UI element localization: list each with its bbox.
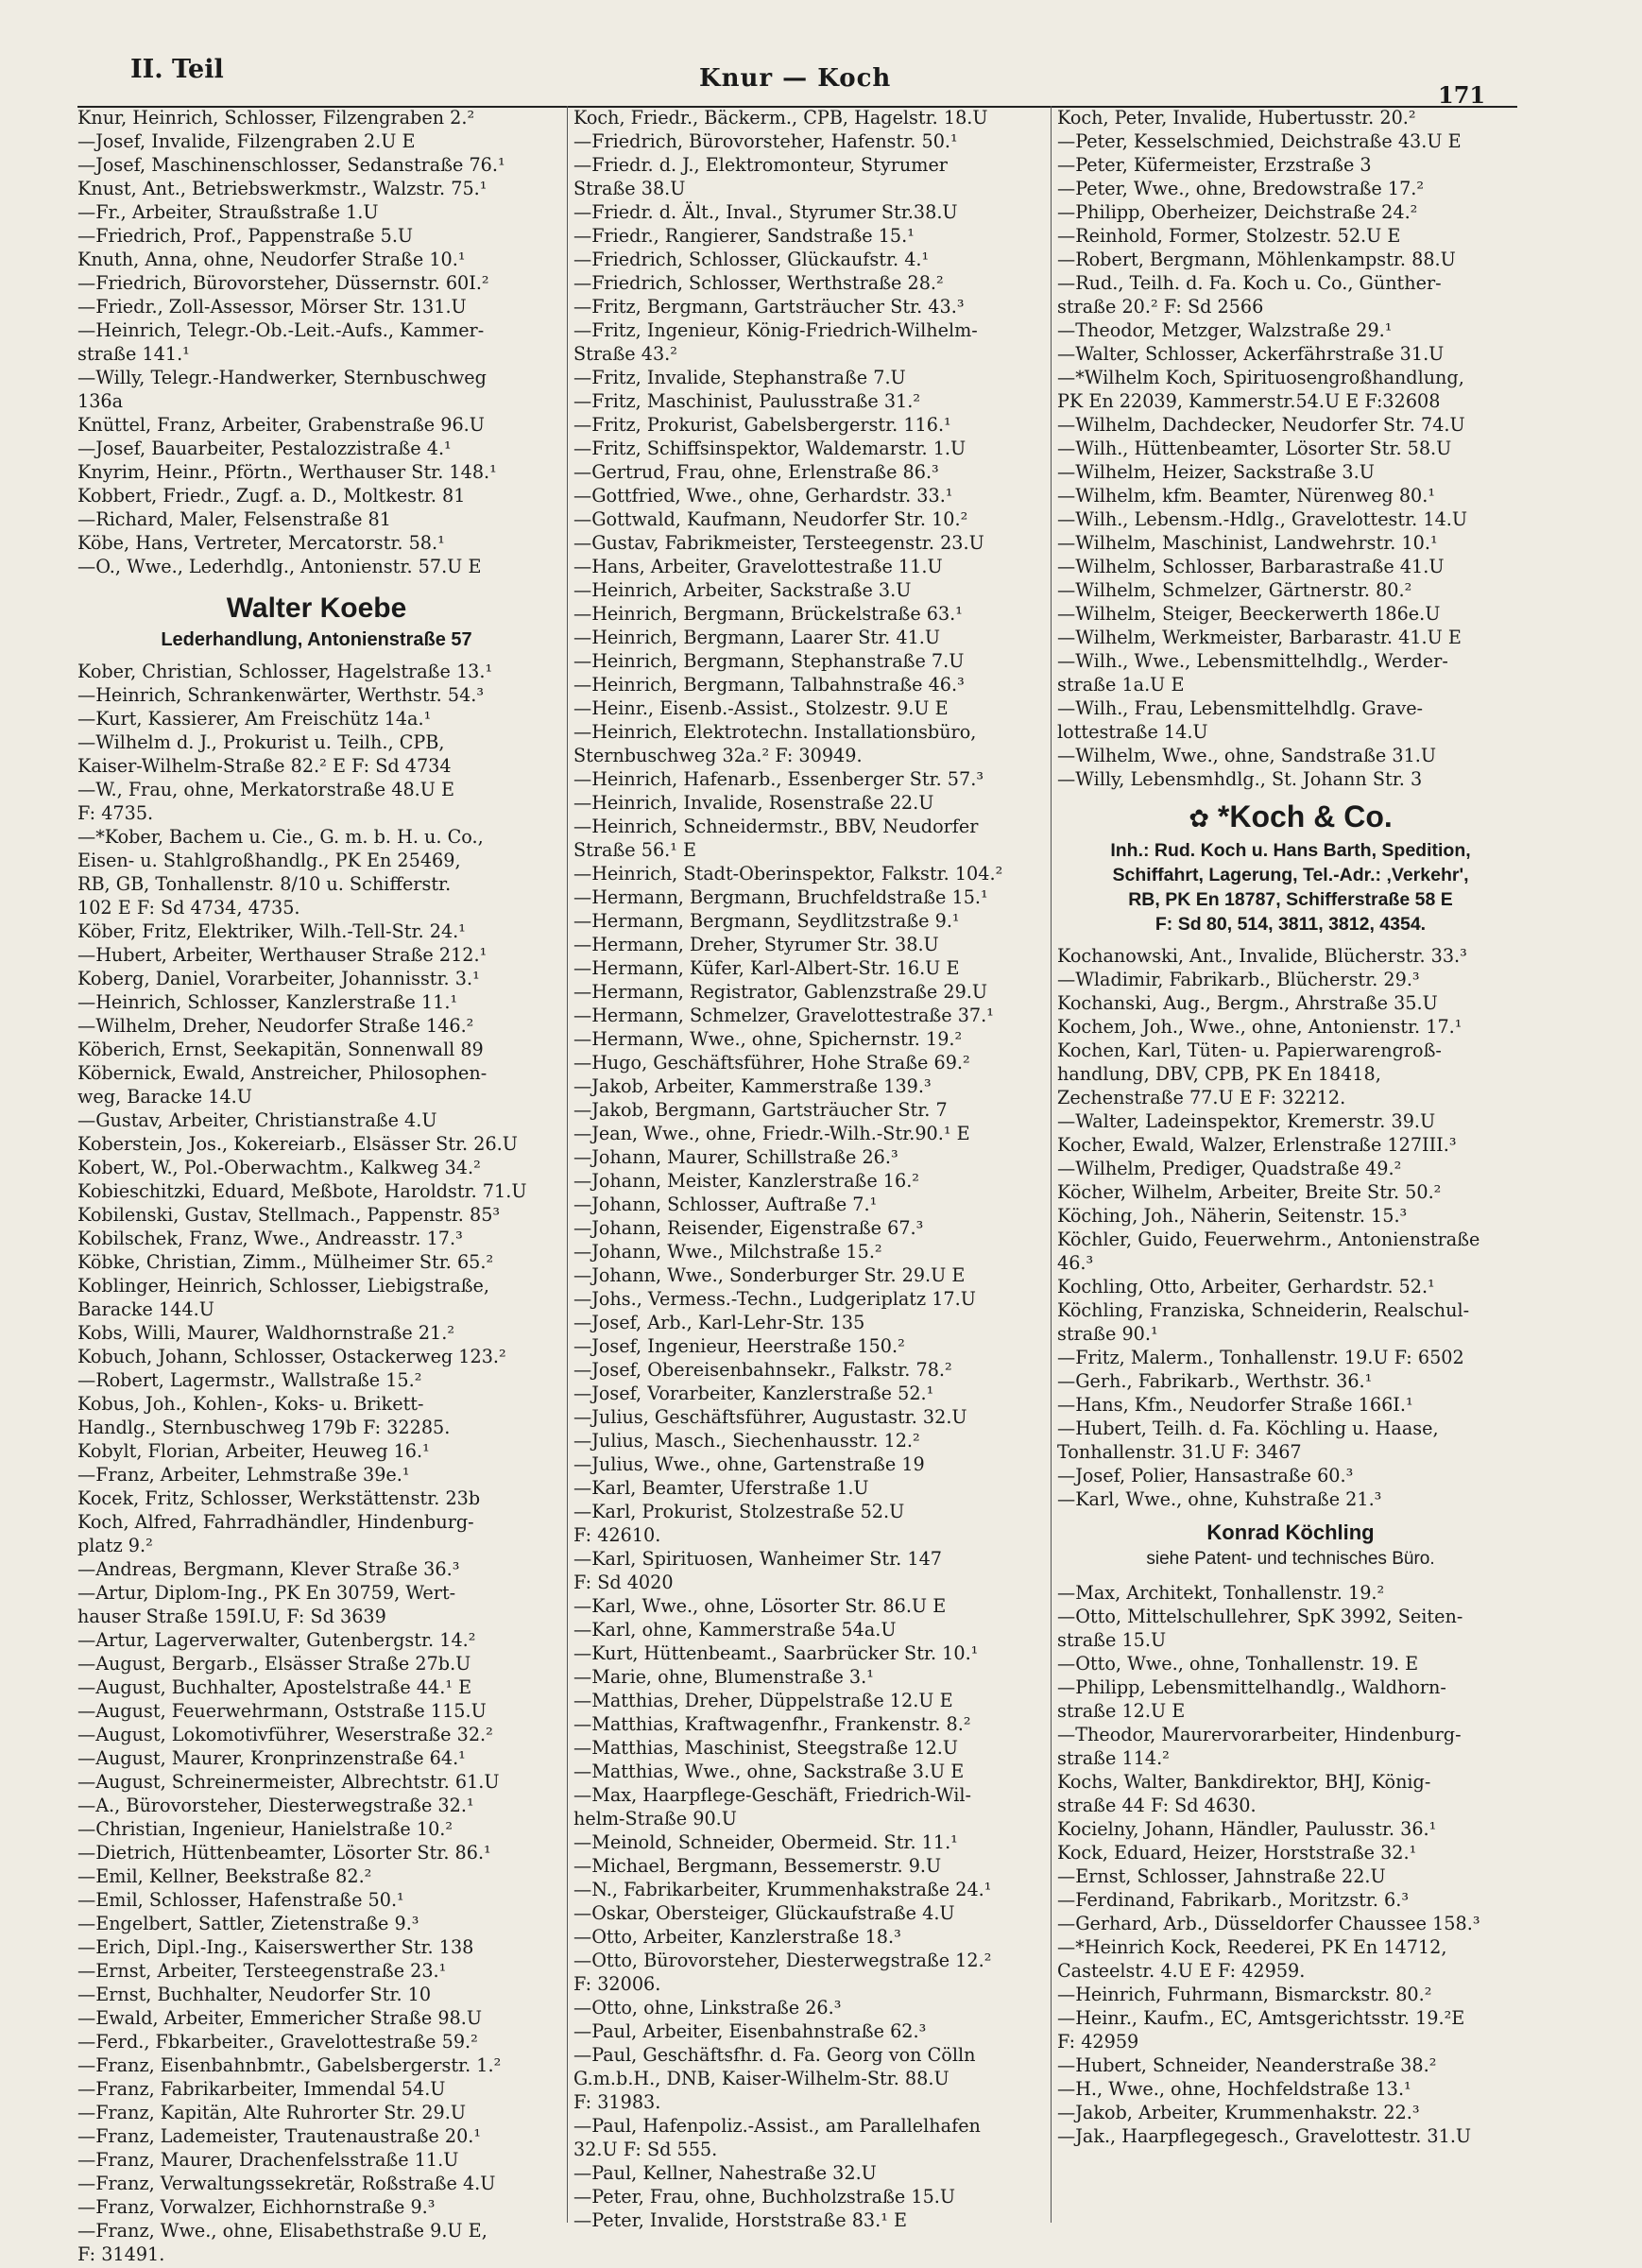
directory-entry-line: straße 90.¹	[1057, 1323, 1158, 1345]
directory-entry-line: handlung, DBV, CPB, PK En 18418,	[1057, 1063, 1381, 1085]
directory-entry-line: —Fritz, Malerm., Tonhallenstr. 19.U F: 6502	[1057, 1347, 1464, 1368]
directory-entry-line: —Karl, Prokurist, Stolzestraße 52.U	[573, 1501, 905, 1522]
advert-konrad-koechling	[1057, 1519, 1524, 1572]
directory-entry-line: —Johs., Vermess.-Techn., Ludgeriplatz 17.U	[573, 1288, 976, 1310]
directory-entry-line: —Ferdinand, Fabrikarb., Moritzstr. 6.³	[1057, 1889, 1410, 1911]
directory-entry-line: —Wilhelm, Schmelzer, Gärtnerstr. 80.²	[1057, 579, 1412, 601]
directory-entry-line: —Fritz, Ingenieur, König-Friedrich-Wilhelm-	[573, 319, 978, 341]
directory-entry-line: hauser Straße 159I.U, F: Sd 3639	[77, 1606, 386, 1627]
directory-entry-line: —Heinrich, Bergmann, Brückelstraße 63.¹	[573, 603, 963, 625]
directory-entry-line: —Wilhelm, kfm. Beamter, Nürenweg 80.¹	[1057, 485, 1436, 507]
advert-line: RB, PK En 18787, Schifferstraße 58 E	[1128, 889, 1453, 910]
directory-entry-line: Straße 38.U	[573, 178, 686, 199]
directory-entry-line: straße 114.²	[1057, 1747, 1170, 1769]
directory-entry-line: —Franz, Eisenbahnbmtr., Gabelsbergerstr. 1.²	[77, 2054, 502, 2076]
directory-entry-line: —Jakob, Arbeiter, Kammerstraße 139.³	[573, 1075, 932, 1097]
directory-entry-line: —Friedr., Zoll-Assessor, Mörser Str. 131.U	[77, 296, 467, 318]
directory-entry-line: —Fritz, Prokurist, Gabelsbergerstr. 116.¹	[573, 414, 951, 436]
directory-entry-line: Köcher, Wilhelm, Arbeiter, Breite Str. 50.²	[1057, 1181, 1442, 1203]
directory-entry-line: —Josef, Vorarbeiter, Kanzlerstraße 52.¹	[573, 1383, 934, 1404]
directory-entry-line: —Karl, Spirituosen, Wanheimer Str. 147	[573, 1548, 942, 1570]
directory-entry-line: Kochen, Karl, Tüten- u. Papierwarengroß-	[1057, 1040, 1442, 1061]
directory-entry-line: platz 9.²	[77, 1535, 153, 1556]
directory-entry-line: Sternbuschweg 32a.² F: 30949.	[573, 745, 863, 766]
directory-entry-line: —Franz, Wwe., ohne, Elisabethstraße 9.U E,	[77, 2220, 487, 2242]
directory-entry-line: —Hubert, Schneider, Neanderstraße 38.²	[1057, 2054, 1437, 2076]
directory-entry-line: —Kurt, Kassierer, Am Freischütz 14a.¹	[77, 708, 432, 730]
directory-entry-line: —Wilhelm, Wwe., ohne, Sandstraße 31.U	[1057, 745, 1437, 766]
directory-entry-line: Köberich, Ernst, Seekapitän, Sonnenwall 89	[77, 1039, 484, 1060]
directory-entry-line: —Karl, Wwe., ohne, Kuhstraße 21.³	[1057, 1488, 1382, 1510]
directory-entry-line: Kobieschitzki, Eduard, Meßbote, Haroldstr. 71.U	[77, 1180, 527, 1202]
directory-entry-line: —Franz, Kapitän, Alte Ruhrorter Str. 29.U	[77, 2102, 467, 2123]
directory-entry-line: —Matthias, Dreher, Düppelstraße 12.U E	[573, 1690, 953, 1711]
directory-entry-line: —Gerh., Fabrikarb., Werthstr. 36.¹	[1057, 1370, 1373, 1392]
directory-entry-line: —Heinrich, Bergmann, Laarer Str. 41.U	[573, 627, 941, 648]
directory-entry-line: Kobilschek, Franz, Wwe., Andreasstr. 17.³	[77, 1228, 463, 1249]
directory-entry-line: —Artur, Lagerverwalter, Gutenbergstr. 14.²	[77, 1629, 476, 1651]
directory-entry-line: —Gottfried, Wwe., ohne, Gerhardstr. 33.¹	[573, 485, 953, 507]
directory-entry-line: Köching, Joh., Näherin, Seitenstr. 15.³	[1057, 1205, 1408, 1227]
directory-entry-line: —August, Feuerwehrmann, Oststraße 115.U	[77, 1700, 487, 1722]
directory-entry-line: —Fr., Arbeiter, Straußstraße 1.U	[77, 201, 379, 223]
directory-entry-line: Casteelstr. 4.U E F: 42959.	[1057, 1960, 1306, 1982]
directory-entry-line: —August, Lokomotivführer, Weserstraße 32.²	[77, 1724, 493, 1745]
directory-entry-line: —Heinrich, Bergmann, Talbahnstraße 46.³	[573, 674, 965, 696]
directory-entry-line: —Ferd., Fbkarbeiter., Gravelottestraße 59.²	[77, 2031, 478, 2053]
directory-entry-line: —Walter, Schlosser, Ackerfährstraße 31.U	[1057, 343, 1445, 365]
directory-entry-line: —Wilhelm, Schlosser, Barbarastraße 41.U	[1057, 556, 1445, 577]
directory-entry-line: —Emil, Schlosser, Hafenstraße 50.¹	[77, 1889, 404, 1911]
directory-entry-line: Straße 56.¹ E	[573, 839, 697, 861]
directory-entry-line: —Franz, Lademeister, Trautenaustraße 20.¹	[77, 2125, 482, 2147]
page-number: 171	[1438, 81, 1486, 109]
directory-entry-line: —Heinrich, Stadt-Oberinspektor, Falkstr. 104.²	[573, 863, 1003, 885]
directory-entry-line: —Jakob, Arbeiter, Krummenhakstr. 22.³	[1057, 2102, 1420, 2123]
directory-entry-line: —Heinrich, Invalide, Rosenstraße 22.U	[573, 792, 934, 814]
directory-entry-line: —Wilh., Lebensm.-Hdlg., Gravelottestr. 14.U	[1057, 508, 1468, 530]
directory-entry-line: helm-Straße 90.U	[573, 1808, 737, 1830]
directory-entry-line: —Walter, Ladeinspektor, Kremerstr. 39.U	[1057, 1110, 1436, 1132]
directory-entry-line: —Josef, Invalide, Filzengraben 2.U E	[77, 130, 416, 152]
directory-entry-line: —Friedr. d. J., Elektromonteur, Styrumer	[573, 154, 948, 176]
directory-entry-line: —Theodor, Metzger, Walzstraße 29.¹	[1057, 319, 1393, 341]
directory-entry-line: —Matthias, Kraftwagenfhr., Frankenstr. 8.²	[573, 1713, 971, 1735]
directory-entry-line: —Jak., Haarpflegegesch., Gravelottestr. 31.U	[1057, 2125, 1472, 2147]
directory-entry-line: —Karl, Wwe., ohne, Lösorter Str. 86.U E	[573, 1595, 947, 1617]
directory-entry-line: —Matthias, Wwe., ohne, Sackstraße 3.U E	[573, 1761, 965, 1782]
directory-entry-line: Kochanowski, Ant., Invalide, Blücherstr. 33.³	[1057, 945, 1467, 967]
directory-entry-line: —August, Bergarb., Elsässer Straße 27b.U	[77, 1653, 471, 1675]
directory-entry-line: —Otto, Arbeiter, Kanzlerstraße 18.³	[573, 1926, 901, 1948]
directory-entry-line: —Hans, Arbeiter, Gravelottestraße 11.U	[573, 556, 943, 577]
directory-entry-line: —Paul, Kellner, Nahestraße 32.U	[573, 2162, 877, 2184]
directory-entry-line: —Wilh., Frau, Lebensmittelhdlg. Grave-	[1057, 697, 1424, 719]
directory-entry-line: Köchler, Guido, Feuerwehrm., Antonienstraße	[1057, 1228, 1480, 1250]
directory-entry-line: straße 141.¹	[77, 343, 190, 365]
directory-entry-line: —Wilhelm, Dachdecker, Neudorfer Str. 74.U	[1057, 414, 1465, 436]
advert-koch-und-co	[1057, 797, 1524, 936]
directory-entry-line: —*Kober, Bachem u. Cie., G. m. b. H. u. Co.,	[77, 826, 484, 848]
directory-entry-line: —Wilhelm, Maschinist, Landwehrstr. 10.¹	[1057, 532, 1438, 554]
directory-entry-line: —Heinrich, Schrankenwärter, Werthstr. 54.³	[77, 684, 485, 706]
directory-entry-line: G.m.b.H., DNB, Kaiser-Wilhelm-Str. 88.U	[573, 2068, 949, 2089]
directory-entry-line: —Marie, ohne, Blumenstraße 3.¹	[573, 1666, 874, 1688]
directory-entry-line: —Heinrich, Hafenarb., Essenberger Str. 57.³	[573, 768, 984, 790]
directory-entry-line: —Heinrich, Arbeiter, Sackstraße 3.U	[573, 579, 912, 601]
directory-entry-line: —Hugo, Geschäftsführer, Hohe Straße 69.²	[573, 1052, 970, 1074]
directory-entry-line: —Peter, Wwe., ohne, Bredowstraße 17.²	[1057, 178, 1425, 199]
directory-entry-line: Knyrim, Heinr., Pförtn., Werthauser Str. 148.¹	[77, 461, 497, 483]
directory-entry-line: —Heinr., Kaufm., EC, Amtsgerichtsstr. 19.²E	[1057, 2007, 1465, 2029]
advert-line: F: Sd 80, 514, 3811, 3812, 4354.	[1155, 914, 1427, 935]
directory-entry-line: —Michael, Bergmann, Bessemerstr. 9.U	[573, 1855, 942, 1877]
directory-entry-line: —Johann, Reisender, Eigenstraße 67.³	[573, 1217, 924, 1239]
directory-entry-line: —Andreas, Bergmann, Klever Straße 36.³	[77, 1558, 460, 1580]
directory-entry-line: Knust, Ant., Betriebswerkmstr., Walzstr. 75.¹	[77, 178, 487, 199]
directory-entry-line: straße 1a.U E	[1057, 674, 1185, 696]
directory-entry-line: —Johann, Maurer, Schillstraße 26.³	[573, 1146, 898, 1168]
entry-list	[1057, 106, 1524, 791]
directory-entry-line: Kocielny, Johann, Händler, Paulusstr. 36.¹	[1057, 1818, 1437, 1840]
directory-entry-line: —Otto, Wwe., ohne, Tonhallenstr. 19. E	[1057, 1653, 1419, 1675]
directory-entry-line: Kochem, Joh., Wwe., ohne, Antonienstr. 17.¹	[1057, 1016, 1462, 1038]
directory-entry-line: —Franz, Fabrikarbeiter, Immendal 54.U	[77, 2078, 446, 2100]
directory-entry-line: —Gustav, Arbeiter, Christianstraße 4.U	[77, 1109, 437, 1131]
directory-entry-line: RB, GB, Tonhallenstr. 8/10 u. Schifferstr.	[77, 873, 452, 895]
directory-entry-line: Kobus, Joh., Kohlen-, Koks- u. Brikett-	[77, 1393, 424, 1415]
directory-entry-line: Knur, Heinrich, Schlosser, Filzengraben 2.²	[77, 107, 475, 129]
directory-entry-line: —O., Wwe., Lederhdlg., Antonienstr. 57.U E	[77, 556, 482, 577]
directory-entry-line: —W., Frau, ohne, Merkatorstraße 48.U E	[77, 779, 455, 800]
directory-entry-line: —Philipp, Oberheizer, Deichstraße 24.²	[1057, 201, 1418, 223]
directory-entry-line: —Karl, ohne, Kammerstraße 54a.U	[573, 1619, 897, 1641]
directory-entry-line: —Oskar, Obersteiger, Glückaufstraße 4.U	[573, 1902, 955, 1924]
directory-entry-line: —Franz, Maurer, Drachenfelsstraße 11.U	[77, 2149, 459, 2171]
directory-entry-line: —Hermann, Schmelzer, Gravelottestraße 37.¹	[573, 1005, 994, 1026]
directory-entry-line: —Fritz, Bergmann, Gartsträucher Str. 43.³	[573, 296, 965, 318]
directory-entry-line: Kobuch, Johann, Schlosser, Ostackerweg 123.²	[77, 1346, 506, 1367]
directory-entry-line: —Wilhelm, Heizer, Sackstraße 3.U	[1057, 461, 1375, 483]
directory-entry-line: —Johann, Schlosser, Auftraße 7.¹	[573, 1194, 878, 1215]
advert-line: Schiffahrt, Lagerung, Tel.-Adr.: ‚Verkehr',	[1112, 865, 1469, 885]
directory-entry-line: F: 42959	[1057, 2031, 1139, 2053]
directory-entry-line: —Max, Haarpflege-Geschäft, Friedrich-Wil-	[573, 1784, 971, 1806]
directory-entry-line: —Heinrich, Schlosser, Kanzlerstraße 11.¹	[77, 991, 458, 1013]
directory-entry-line: —Wilh., Wwe., Lebensmittelhdlg., Werder-	[1057, 650, 1448, 672]
directory-entry-line: —Hermann, Wwe., ohne, Spichernstr. 19.²	[573, 1028, 963, 1050]
directory-entry-line: —Peter, Kesselschmied, Deichstraße 43.U E	[1057, 130, 1462, 152]
directory-entry-line: —*Heinrich Kock, Reederei, PK En 14712,	[1057, 1936, 1447, 1958]
directory-entry-line: Kober, Christian, Schlosser, Hagelstraße 13.¹	[77, 661, 493, 682]
directory-entry-line: —Friedr., Rangierer, Sandstraße 15.¹	[573, 225, 915, 247]
directory-entry-line: —Heinrich, Fuhrmann, Bismarckstr. 80.²	[1057, 1984, 1432, 2005]
directory-entry-line: —Fritz, Maschinist, Paulusstraße 31.²	[573, 390, 921, 412]
directory-entry-line: 32.U F: Sd 555.	[573, 2139, 718, 2160]
directory-entry-line: —Wilhelm, Steiger, Beeckerwerth 186e.U	[1057, 603, 1441, 625]
directory-entry-line: Kochs, Walter, Bankdirektor, BHJ, König-	[1057, 1771, 1431, 1793]
directory-entry-line: —Hermann, Registrator, Gablenzstraße 29.U	[573, 981, 988, 1003]
directory-entry-line: —Wilh., Hüttenbeamter, Lösorter Str. 58.U	[1057, 438, 1452, 459]
directory-entry-line: —Jakob, Bergmann, Gartsträucher Str. 7	[573, 1099, 948, 1121]
directory-entry-line: Koberstein, Jos., Kokereiarb., Elsässer Str. 26.U	[77, 1133, 518, 1155]
directory-entry-line: —Richard, Maler, Felsenstraße 81	[77, 508, 391, 530]
directory-entry-line: —Peter, Küfermeister, Erzstraße 3	[1057, 154, 1372, 176]
directory-entry-line: F: 32006.	[573, 1973, 661, 1995]
directory-entry-line: —Wilhelm, Dreher, Neudorfer Straße 146.²	[77, 1015, 474, 1037]
directory-entry-line: —Robert, Lagermstr., Wallstraße 15.²	[77, 1369, 422, 1391]
directory-entry-line: Kochanski, Aug., Bergm., Ahrstraße 35.U	[1057, 992, 1438, 1014]
advert-line: Inh.: Rud. Koch u. Hans Barth, Spedition,	[1110, 840, 1471, 861]
directory-entry-line: weg, Baracke 14.U	[77, 1086, 252, 1108]
directory-entry-line: —August, Buchhalter, Apostelstraße 44.¹ E	[77, 1676, 472, 1698]
directory-entry-line: —Julius, Masch., Siechenhausstr. 12.²	[573, 1430, 920, 1452]
entry-list	[77, 660, 556, 2266]
column-middle	[567, 106, 1052, 2231]
directory-entry-line: Kobilenski, Gustav, Stellmach., Pappenstr. 85³	[77, 1204, 501, 1226]
directory-entry-line: lottestraße 14.U	[1057, 721, 1208, 743]
directory-entry-line: —Max, Architekt, Tonhallenstr. 19.²	[1057, 1582, 1385, 1604]
directory-entry-line: —Fritz, Invalide, Stephanstraße 7.U	[573, 367, 906, 388]
directory-entry-line: —August, Maurer, Kronprinzenstraße 64.¹	[77, 1747, 466, 1769]
directory-entry-line: straße 12.U E	[1057, 1700, 1186, 1722]
directory-entry-line: —Franz, Arbeiter, Lehmstraße 39e.¹	[77, 1464, 410, 1486]
directory-entry-line: —Friedrich, Bürovorsteher, Düssernstr. 60I.²	[77, 272, 489, 294]
directory-entry-line: —Wilhelm d. J., Prokurist u. Teilh., CPB,	[77, 731, 445, 753]
directory-entry-line: 46.³	[1057, 1252, 1094, 1274]
directory-entry-line: —Johann, Wwe., Sonderburger Str. 29.U E	[573, 1264, 966, 1286]
directory-entry-line: —Gerhard, Arb., Düsseldorfer Chaussee 158.³	[1057, 1913, 1480, 1934]
directory-entry-line: —Wilhelm, Werkmeister, Barbarastr. 41.U E	[1057, 627, 1462, 648]
entry-list	[1057, 1581, 1524, 2148]
directory-entry-line: F: 4735.	[77, 802, 154, 824]
directory-entry-line: —Franz, Vorwalzer, Eichhornstraße 9.³	[77, 2196, 436, 2218]
directory-entry-line: F: 42610.	[573, 1524, 661, 1546]
directory-entry-line: —Ewald, Arbeiter, Emmericher Straße 98.U	[77, 2007, 483, 2029]
column-right	[1051, 106, 1524, 2223]
directory-entry-line: Koberg, Daniel, Vorarbeiter, Johannisstr. 3.¹	[77, 968, 480, 989]
directory-entry-line: —Heinrich, Schneidermstr., BBV, Neudorfer	[573, 816, 979, 837]
directory-entry-line: F: Sd 4020	[573, 1572, 674, 1593]
directory-entry-line: —Heinr., Eisenb.-Assist., Stolzestr. 9.U E	[573, 697, 949, 719]
directory-entry-line: Kobylt, Florian, Arbeiter, Heuweg 16.¹	[77, 1440, 430, 1462]
directory-entry-line: Köbe, Hans, Vertreter, Mercatorstr. 58.¹	[77, 532, 445, 554]
directory-entry-line: —Artur, Diplom-Ing., PK En 30759, Wert-	[77, 1582, 456, 1604]
directory-entry-line: —Wilhelm, Prediger, Quadstraße 49.²	[1057, 1158, 1402, 1179]
directory-entry-line: Kocher, Ewald, Walzer, Erlenstraße 127III.³	[1057, 1134, 1457, 1156]
directory-entry-line: straße 20.² F: Sd 2566	[1057, 296, 1264, 318]
directory-entry-line: —Gustav, Fabrikmeister, Tersteegenstr. 23.U	[573, 532, 984, 554]
directory-entry-line: —Paul, Geschäftsfhr. d. Fa. Georg von Cölln	[573, 2044, 976, 2066]
directory-entry-line: —Fritz, Schiffsinspektor, Waldemarstr. 1.U	[573, 438, 966, 459]
directory-entry-line: —Kurt, Hüttenbeamt., Saarbrücker Str. 10.¹	[573, 1642, 979, 1664]
directory-entry-line: —Meinold, Schneider, Obermeid. Str. 11.¹	[573, 1831, 958, 1853]
directory-entry-line: —Christian, Ingenieur, Hanielstraße 10.²	[77, 1818, 453, 1840]
directory-entry-line: —Otto, Bürovorsteher, Diesterwegstraße 12.²	[573, 1950, 992, 1971]
directory-entry-line: Koch, Friedr., Bäckerm., CPB, Hagelstr. 18.U	[573, 107, 988, 129]
directory-entry-line: —Julius, Wwe., ohne, Gartenstraße 19	[573, 1453, 925, 1475]
directory-entry-line: —N., Fabrikarbeiter, Krummenhakstraße 24.¹	[573, 1879, 992, 1900]
directory-entry-line: —Gertrud, Frau, ohne, Erlenstraße 86.³	[573, 461, 939, 483]
directory-entry-line: —Friedr. d. Ält., Inval., Styrumer Str.38.U	[573, 201, 958, 223]
directory-entry-line: —Hans, Kfm., Neudorfer Straße 166I.¹	[1057, 1394, 1413, 1416]
directory-entry-line: Kochling, Otto, Arbeiter, Gerhardstr. 52.¹	[1057, 1276, 1435, 1297]
directory-entry-line: —A., Bürovorsteher, Diesterwegstraße 32.¹	[77, 1795, 474, 1816]
directory-entry-line: —Julius, Geschäftsführer, Augustastr. 32.U	[573, 1406, 967, 1428]
directory-entry-line: —Dietrich, Hüttenbeamter, Lösorter Str. 86.¹	[77, 1842, 491, 1864]
directory-entry-line: —Ernst, Buchhalter, Neudorfer Str. 10	[77, 1984, 432, 2005]
directory-entry-line: Koch, Alfred, Fahrradhändler, Hindenburg-	[77, 1511, 474, 1533]
directory-entry-line: —Rud., Teilh. d. Fa. Koch u. Co., Günther-	[1057, 272, 1442, 294]
directory-entry-line: Zechenstraße 77.U E F: 32212.	[1057, 1087, 1346, 1108]
directory-entry-line: —Josef, Arb., Karl-Lehr-Str. 135	[573, 1312, 865, 1333]
directory-entry-line: —Hubert, Arbeiter, Werthauser Straße 212.¹	[77, 944, 487, 966]
directory-entry-line: Handlg., Sternbuschweg 179b F: 32285.	[77, 1417, 451, 1438]
directory-entry-line: —Johann, Meister, Kanzlerstraße 16.²	[573, 1170, 920, 1192]
directory-entry-line: Koch, Peter, Invalide, Hubertusstr. 20.²	[1057, 107, 1416, 129]
directory-entry-line: F: 31983.	[573, 2091, 661, 2113]
directory-entry-line: —Erich, Dipl.-Ing., Kaiserswerther Str. 138	[77, 1936, 474, 1958]
directory-entry-line: 102 E F: Sd 4734, 4735.	[77, 897, 300, 919]
directory-entry-line: Köber, Fritz, Elektriker, Wilh.-Tell-Str. 24.¹	[77, 920, 466, 942]
directory-entry-line: Knuth, Anna, ohne, Neudorfer Straße 10.¹	[77, 249, 466, 270]
directory-entry-line: —Otto, ohne, Linkstraße 26.³	[573, 1997, 842, 2019]
directory-entry-line: Kobert, W., Pol.-Oberwachtm., Kalkweg 34.²	[77, 1157, 481, 1178]
entry-list	[573, 106, 1052, 2232]
advert-line: siehe Patent- und technisches Büro.	[1146, 1549, 1435, 1569]
directory-entry-line: —Engelbert, Sattler, Zietenstraße 9.³	[77, 1913, 419, 1934]
directory-entry-line: Koblinger, Heinrich, Schlosser, Liebigstraße,	[77, 1275, 489, 1297]
directory-entry-line: —Hermann, Dreher, Styrumer Str. 38.U	[573, 934, 939, 955]
advert-name: *Koch & Co.	[1217, 799, 1393, 833]
directory-entry-line: Kocek, Fritz, Schlosser, Werkstättenstr. 23b	[77, 1487, 481, 1509]
directory-entry-line: —Josef, Bauarbeiter, Pestalozzistraße 4.¹	[77, 438, 452, 459]
directory-entry-line: —Reinhold, Former, Stolzestr. 52.U E	[1057, 225, 1401, 247]
column-left	[77, 106, 556, 2265]
entry-list	[1057, 944, 1524, 1511]
directory-entry-line: —Paul, Arbeiter, Eisenbahnstraße 62.³	[573, 2020, 927, 2042]
flower-ornament-icon: ✿	[1189, 804, 1209, 833]
directory-entry-line: Köbernick, Ewald, Anstreicher, Philosophen-	[77, 1062, 487, 1084]
directory-entry-line: —Gottwald, Kaufmann, Neudorfer Str. 10.²	[573, 508, 968, 530]
directory-entry-line: Eisen- u. Stahlgroßhandlg., PK En 25469,	[77, 850, 461, 871]
name-range-header: Knur — Koch	[699, 64, 892, 93]
directory-entry-line: —*Wilhelm Koch, Spirituosengroßhandlung,	[1057, 367, 1464, 388]
directory-entry-line: Kobbert, Friedr., Zugf. a. D., Moltkestr. 81	[77, 485, 466, 507]
directory-entry-line: straße 44 F: Sd 4630.	[1057, 1795, 1257, 1816]
entry-list	[77, 106, 556, 578]
directory-entry-line: —Heinrich, Telegr.-Ob.-Leit.-Aufs., Kammer-	[77, 319, 485, 341]
advert-address: Lederhandlung, Antonienstraße 57	[161, 629, 472, 650]
directory-entry-line: —Josef, Polier, Hansastraße 60.³	[1057, 1465, 1354, 1486]
directory-entry-line: —Matthias, Maschinist, Steegstraße 12.U	[573, 1737, 959, 1759]
directory-entry-line: —Josef, Obereisenbahnsekr., Falkstr. 78.²	[573, 1359, 952, 1381]
directory-entry-line: —H., Wwe., ohne, Hochfeldstraße 13.¹	[1057, 2078, 1411, 2100]
directory-entry-line: Tonhallenstr. 31.U F: 3467	[1057, 1441, 1302, 1463]
directory-entry-line: —Willy, Lebensmhdlg., St. Johann Str. 3	[1057, 768, 1423, 790]
directory-entry-line: —Peter, Invalide, Horststraße 83.¹ E	[573, 2209, 908, 2231]
directory-entry-line: —Karl, Beamter, Uferstraße 1.U	[573, 1477, 869, 1499]
directory-entry-line: —Josef, Maschinenschlosser, Sedanstraße 76.¹	[77, 154, 505, 176]
directory-entry-line: —Friedrich, Schlosser, Werthstraße 28.²	[573, 272, 944, 294]
directory-entry-line: 136a	[77, 390, 124, 412]
directory-entry-line: —Hermann, Bergmann, Seydlitzstraße 9.¹	[573, 910, 960, 932]
directory-entry-line: —Heinrich, Bergmann, Stephanstraße 7.U	[573, 650, 965, 672]
directory-entry-line: —Philipp, Lebensmittelhandlg., Waldhorn-	[1057, 1676, 1446, 1698]
directory-entry-line: —Johann, Wwe., Milchstraße 15.²	[573, 1241, 882, 1263]
directory-entry-line: —Paul, Hafenpoliz.-Assist., am Parallelhafen	[573, 2115, 981, 2137]
advert-walter-koebe	[77, 590, 556, 652]
directory-entry-line: —Franz, Verwaltungssekretär, Roßstraße 4.U	[77, 2173, 496, 2194]
directory-entry-line: Köchling, Franziska, Schneiderin, Realschul-	[1057, 1299, 1470, 1321]
directory-entry-line: —Otto, Mittelschullehrer, SpK 3992, Seiten-	[1057, 1606, 1463, 1627]
directory-entry-line: —Hubert, Teilh. d. Fa. Köchling u. Haase,	[1057, 1418, 1439, 1439]
directory-entry-line: —Wladimir, Fabrikarb., Blücherstr. 29.³	[1057, 969, 1420, 990]
directory-entry-line: —Ernst, Arbeiter, Tersteegenstraße 23.¹	[77, 1960, 447, 1982]
directory-entry-line: —Theodor, Maurervorarbeiter, Hindenburg-	[1057, 1724, 1462, 1745]
directory-entry-line: —Robert, Bergmann, Möhlenkampstr. 88.U	[1057, 249, 1456, 270]
directory-entry-line: Knüttel, Franz, Arbeiter, Grabenstraße 96.U	[77, 414, 485, 436]
directory-entry-line: —Jean, Wwe., ohne, Friedr.-Wilh.-Str.90.¹ E	[573, 1123, 970, 1144]
directory-entry-line: Straße 43.²	[573, 343, 677, 365]
directory-entry-line: —Friedrich, Bürovorsteher, Hafenstr. 50.¹	[573, 130, 958, 152]
directory-entry-line: —August, Schreinermeister, Albrechtstr. 61.U	[77, 1771, 500, 1793]
directory-entry-line: —Friedrich, Schlosser, Glückaufstr. 4.¹	[573, 249, 930, 270]
directory-entry-line: straße 15.U	[1057, 1629, 1167, 1651]
directory-entry-line: Kobs, Willi, Maurer, Waldhornstraße 21.²	[77, 1322, 455, 1344]
directory-entry-line: —Ernst, Schlosser, Jahnstraße 22.U	[1057, 1865, 1386, 1887]
directory-entry-line: —Emil, Kellner, Beekstraße 82.²	[77, 1865, 372, 1887]
directory-entry-line: —Hermann, Bergmann, Bruchfeldstraße 15.¹	[573, 886, 988, 908]
directory-entry-line: PK En 22039, Kammerstr.54.U E F:32608	[1057, 390, 1441, 412]
advert-name: Konrad Köchling	[1206, 1521, 1375, 1544]
directory-entry-line: —Peter, Frau, ohne, Buchholzstraße 15.U	[573, 2186, 956, 2208]
directory-entry-line: —Josef, Ingenieur, Heerstraße 150.²	[573, 1335, 905, 1357]
directory-entry-line: Baracke 144.U	[77, 1298, 214, 1320]
directory-entry-line: —Friedrich, Prof., Pappenstraße 5.U	[77, 225, 414, 247]
directory-entry-line: —Heinrich, Elektrotechn. Installationsbüro,	[573, 721, 977, 743]
directory-entry-line: —Willy, Telegr.-Handwerker, Sternbuschweg	[77, 367, 487, 388]
part-label: II. Teil	[130, 55, 224, 84]
directory-entry-line: F: 31491.	[77, 2243, 165, 2265]
advert-name: Walter Koebe	[226, 593, 407, 624]
directory-entry-line: Köbke, Christian, Zimm., Mülheimer Str. 65.²	[77, 1251, 494, 1273]
directory-entry-line: Kock, Eduard, Heizer, Horststraße 32.¹	[1057, 1842, 1417, 1864]
directory-entry-line: —Hermann, Küfer, Karl-Albert-Str. 16.U E	[573, 957, 960, 979]
directory-entry-line: Kaiser-Wilhelm-Straße 82.² E F: Sd 4734	[77, 755, 452, 777]
